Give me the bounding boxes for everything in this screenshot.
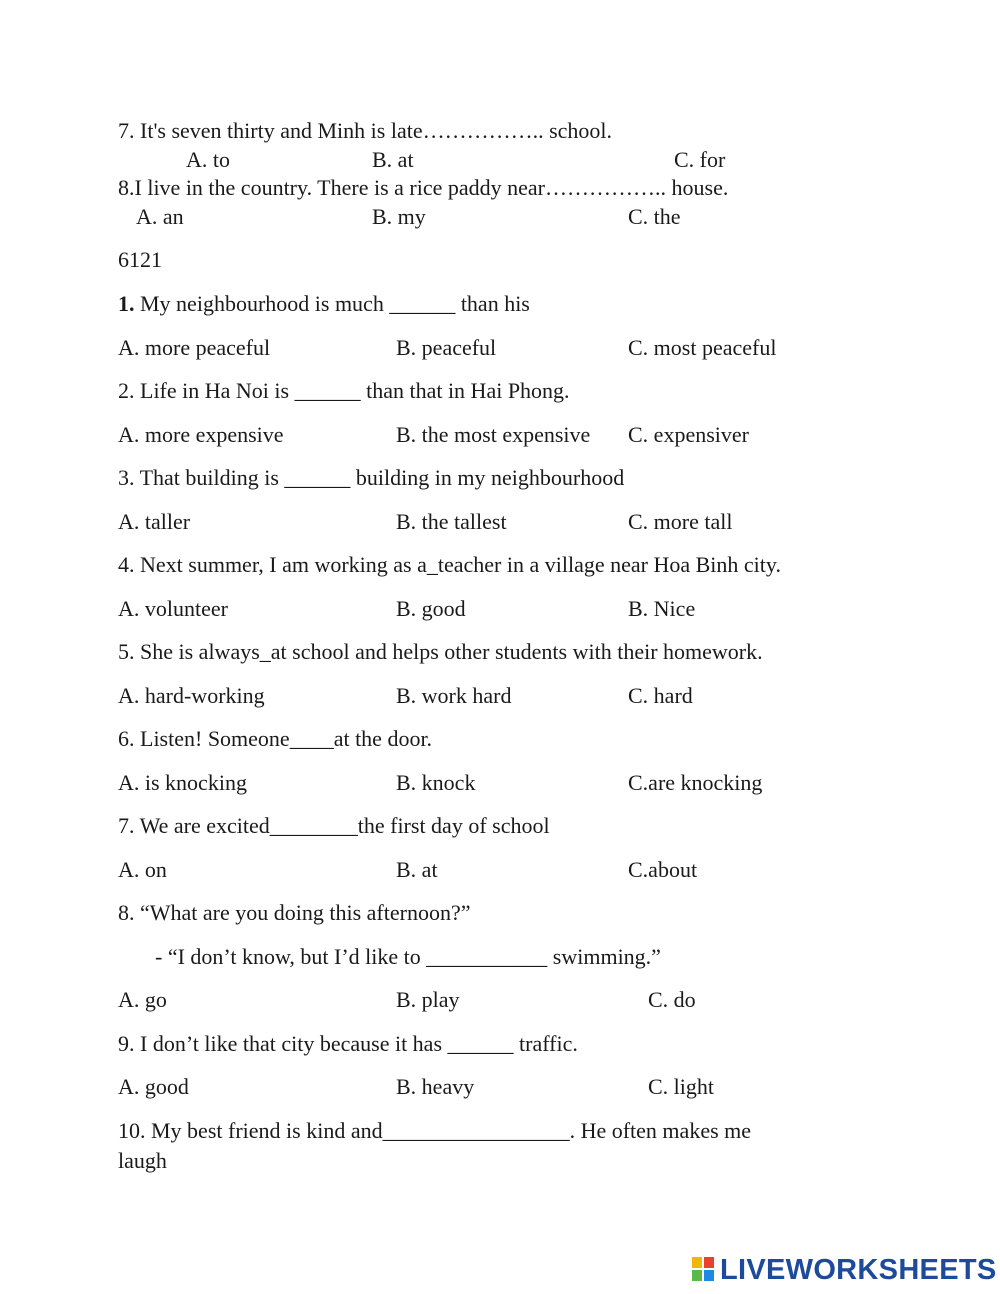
question-1-text: My neighbourhood is much ______ than his xyxy=(134,291,530,316)
logo-text: LIVEWORKSHEETS xyxy=(720,1253,997,1286)
q6-option-b: B. knock xyxy=(396,770,476,795)
question-4: 4. Next summer, I am working as a_teacher in a village near Hoa Binh city. xyxy=(118,552,781,577)
q9-option-a: A. good xyxy=(118,1074,189,1099)
question-3: 3. That building is ______ building in my neighbourhood xyxy=(118,465,625,490)
q2-option-c: C. expensiver xyxy=(628,422,749,447)
question-5: 5. She is always_at school and helps other students with their homework. xyxy=(118,639,763,664)
question-6: 6. Listen! Someone____at the door. xyxy=(118,726,433,751)
q5-option-a: A. hard-working xyxy=(118,683,265,708)
q1-option-c: C. most peaceful xyxy=(628,335,777,360)
q8-option-a: A. an xyxy=(136,204,184,229)
q7b-option-b: B. at xyxy=(396,857,438,882)
q1-option-b: B. peaceful xyxy=(396,335,497,360)
question-2: 2. Life in Ha Noi is ______ than that in Hai Phong. xyxy=(118,378,570,403)
question-8: 8. “What are you doing this afternoon?” xyxy=(118,900,471,925)
question-1 xyxy=(118,291,530,317)
question-9: 9. I don’t like that city because it has ______ traffic. xyxy=(118,1031,578,1056)
q7b-option-c: C.about xyxy=(628,857,698,882)
q7b-option-a: A. on xyxy=(118,857,167,882)
question-8-reply: - “I don’t know, but I’d like to ___________ swimming.” xyxy=(155,944,661,969)
q7-option-b: B. at xyxy=(372,147,414,172)
q9-option-c: C. light xyxy=(648,1074,715,1099)
q4-option-c: B. Nice xyxy=(628,596,696,621)
q8b-option-a: A. go xyxy=(118,987,167,1012)
q2-option-a: A. more expensive xyxy=(118,422,284,447)
q4-option-a: A. volunteer xyxy=(118,596,228,621)
q6-option-a: A. is knocking xyxy=(118,770,247,795)
q8b-option-b: B. play xyxy=(396,987,460,1012)
liveworksheets-logo xyxy=(692,1254,997,1286)
logo-mark-icon xyxy=(692,1257,716,1283)
q8-option-c: C. the xyxy=(628,204,681,229)
q5-option-b: B. work hard xyxy=(396,683,512,708)
section-code: 6121 xyxy=(118,247,162,272)
q8-option-b: B. my xyxy=(372,204,426,229)
q6-option-c: C.are knocking xyxy=(628,770,763,795)
q3-option-a: A. taller xyxy=(118,509,191,534)
question-1-number: 1. xyxy=(118,291,135,316)
question-7-prompt: 7. It's seven thirty and Minh is late…………….. school. xyxy=(118,118,613,143)
q3-option-c: C. more tall xyxy=(628,509,733,534)
q7-option-c: C. for xyxy=(674,147,726,172)
q4-option-b: B. good xyxy=(396,596,466,621)
question-10-continued: laugh xyxy=(118,1148,167,1173)
q7-option-a: A. to xyxy=(186,147,230,172)
q5-option-c: C. hard xyxy=(628,683,693,708)
question-10: 10. My best friend is kind and_________________. He often makes me xyxy=(118,1118,752,1143)
q8b-option-c: C. do xyxy=(648,987,696,1012)
question-8-prompt: 8.I live in the country. There is a rice paddy near…………….. house. xyxy=(118,175,729,200)
q1-option-a: A. more peaceful xyxy=(118,335,271,360)
q3-option-b: B. the tallest xyxy=(396,509,507,534)
q9-option-b: B. heavy xyxy=(396,1074,475,1099)
question-7: 7. We are excited________the first day of school xyxy=(118,813,550,838)
q2-option-b: B. the most expensive xyxy=(396,422,591,447)
